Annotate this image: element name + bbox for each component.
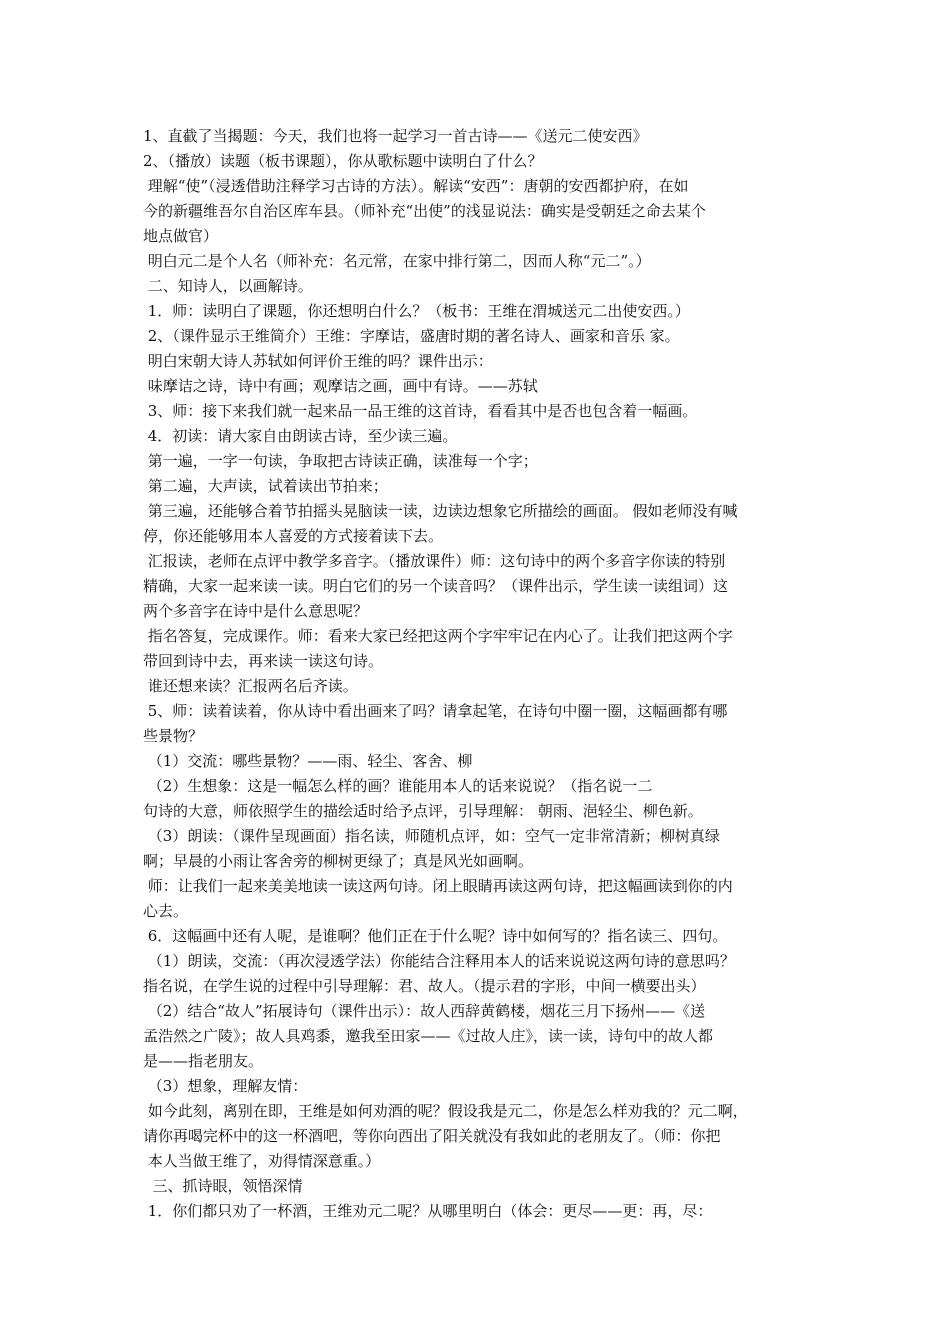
text-line: 孟浩然之广陵》；故人具鸡黍，邀我至田家——《过故人庄》，读一读，诗句中的故人都 — [143, 1027, 714, 1045]
text-line: 味摩诘之诗，诗中有画；观摩诘之画，画中有诗。——苏轼 — [143, 377, 538, 395]
text-line: （1）交流：哪些景物？——雨、轻尘、客舍、柳 — [143, 752, 473, 770]
text-line: 些景物？ — [143, 727, 204, 745]
text-line: 句诗的大意，师依照学生的描绘适时给予点评，引导理解： 朝雨、浥轻尘、柳色新。 — [143, 802, 703, 820]
text-line: 6．这幅画中还有人呢，是谁啊？他们正在于什么呢？诗中如何写的？指名读三、四句。 — [143, 927, 728, 945]
text-line: 如今此刻，离别在即，王维是如何劝酒的呢？假设我是元二，你是怎么样劝我的？元二啊， — [143, 1102, 748, 1120]
text-line: 第一遍，一字一句读，争取把古诗读正确，读准每一个字； — [143, 452, 538, 470]
text-line: 1．你们都只劝了一杯酒，王维劝元二呢？从哪里明白（体会：更尽——更：再，尽： — [143, 1202, 713, 1220]
text-line: 心去。 — [143, 902, 189, 920]
text-line: 1．师：读明白了课题，你还想明白什么？（板书：王维在渭城送元二出使安西。） — [143, 302, 690, 320]
text-line: 带回到诗中去，再来读一读这句诗。 — [143, 652, 384, 670]
text-line: 2、（课件显示王维简介）王维：字摩诘，盛唐时期的著名诗人、画家和音乐 家。 — [143, 327, 680, 345]
document-page — [143, 124, 815, 1224]
text-line: 4．初读：请大家自由朗读古诗，至少读三遍。 — [143, 427, 458, 445]
text-line: 地点做官） — [143, 227, 219, 245]
text-line: 明白元二是个人名（师补充：名元常，在家中排行第二，因而人称“元二”。） — [143, 252, 651, 270]
text-line: 3、师：接下来我们就一起来品一品王维的这首诗，看看其中是否也包含着一幅画。 — [143, 402, 698, 420]
text-line: 两个多音字在诗中是什么意思呢？ — [143, 602, 369, 620]
text-line: 理解“使”（浸透借助注释学习古诗的方法）。解读“安西”：唐朝的安西都护府，在如 — [143, 177, 689, 195]
text-line: 本人当做王维了，劝得情深意重。） — [143, 1152, 381, 1170]
text-line: （3）朗读：（课件呈现画面）指名读，师随机点评，如：空气一定非常清新；柳树真绿 — [143, 827, 720, 845]
text-line: 谁还想来读？汇报两名后齐读。 — [143, 677, 358, 695]
text-line: 今的新疆维吾尔自治区库车县。（师补充“出使”的浅显说法：确实是受朝廷之命去某个 — [143, 202, 706, 220]
text-line: 2、（播放）读题（板书课题），你从歌标题中读明白了什么？ — [143, 152, 543, 170]
text-line: 请你再喝完杯中的这一杯酒吧，等你向西出了阳关就没有我如此的老朋友了。（师：你把 — [143, 1127, 721, 1145]
text-line: 汇报读，老师在点评中教学多音字。（播放课件）师：这句诗中的两个多音字你读的特别 — [143, 552, 726, 570]
text-line: 5、师：读着读着，你从诗中看出画来了吗？请拿起笔，在诗句中圈一圈，这幅画都有哪 — [143, 702, 728, 720]
text-line: （3）想象，理解友情： — [143, 1077, 308, 1095]
text-line: （1）朗读，交流：（再次浸透学法）你能结合注释用本人的话来说说这两句诗的意思吗？ — [143, 952, 735, 970]
text-line: （2）生想象：这是一幅怎么样的画？谁能用本人的话来说说？（指名说一二 — [143, 777, 653, 795]
text-line: 是——指老朋友。 — [143, 1052, 264, 1070]
section-heading: 三、抓诗眼，领悟深情 — [143, 1177, 303, 1195]
text-line: 1、直截了当揭题：今天，我们也将一起学习一首古诗——《送元二使安西》 — [143, 127, 648, 145]
text-line: 指名答复，完成课作。师：看来大家已经把这两个字牢牢记在内心了。让我们把这两个字 — [143, 627, 733, 645]
text-line: 第三遍，还能够合着节拍摇头晃脑读一读，边读边想象它所描绘的画面。 假如老师没有喊 — [143, 502, 738, 520]
text-line: 指名说，在学生说的过程中引导理解：君、故人。（提示君的字形，中间一横要出头） — [143, 977, 706, 995]
text-line: （2）结合“故人”拓展诗句（课件出示）：故人西辞黄鹤楼，烟花三月下扬州——《送 — [143, 1002, 706, 1020]
text-line: 停，你还能够用本人喜爱的方式接着读下去。 — [143, 527, 444, 545]
section-heading: 二、知诗人，以画解诗。 — [143, 277, 313, 295]
text-line: 明白宋朝大诗人苏轼如何评价王维的吗？课件出示： — [143, 352, 493, 370]
text-line: 精确，大家一起来读一读。明白它们的另一个读音吗？（课件出示，学生读一读组词）这 — [143, 577, 729, 595]
text-line: 第二遍，大声读，试着读出节拍来； — [143, 477, 388, 495]
text-line: 师：让我们一起来美美地读一读这两句诗。闭上眼睛再读这两句诗，把这幅画读到你的内 — [143, 877, 733, 895]
text-line: 啊；早晨的小雨让客舍旁的柳树更绿了；真是风光如画啊。 — [143, 852, 534, 870]
